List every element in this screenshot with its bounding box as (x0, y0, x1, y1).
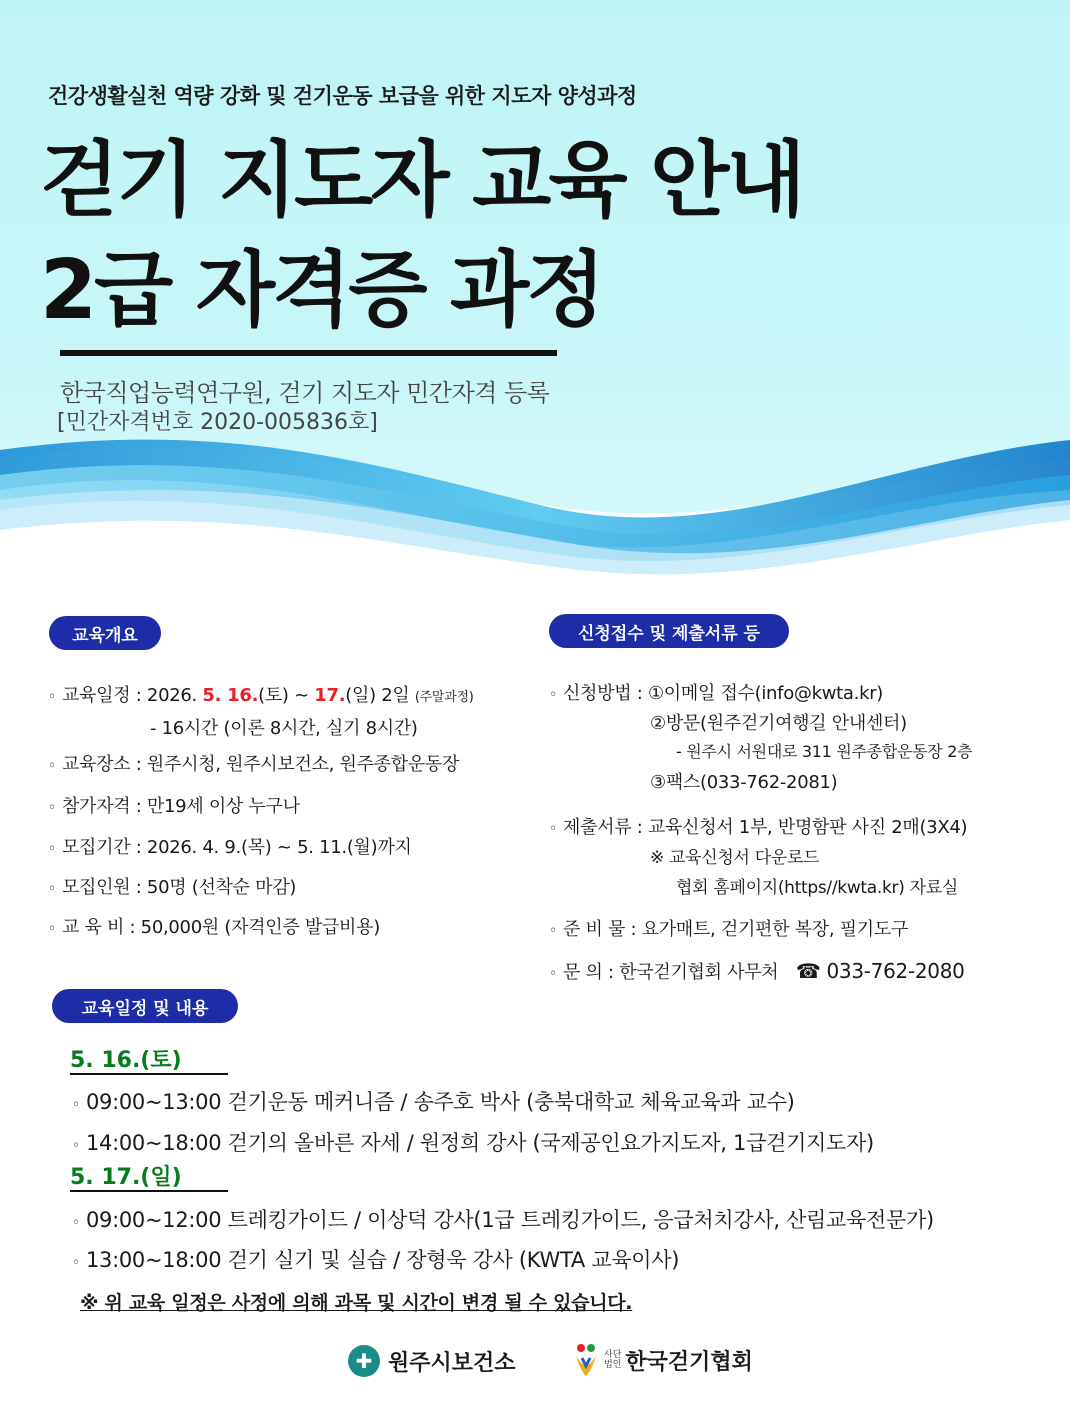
schedule-heading: 교육일정 및 내용 (52, 989, 238, 1023)
list-item: ◦ 14:00~18:00 걷기의 올바른 자세 / 원정희 강사 (국제공인요가지도자, 1급걷기지도자) (72, 1131, 874, 1155)
day2-underline (70, 1190, 228, 1192)
overview-heading: 교육개요 (49, 616, 161, 650)
day1-label: 5. 16.(토) (70, 1048, 182, 1073)
registration-text: 한국직업능력연구원, 걷기 지도자 민간자격 등록 (60, 379, 550, 407)
docs-item: ◦ 제출서류 : 교육신청서 1부, 반명함판 사진 2매(3X4) (549, 817, 968, 838)
bullet-icon: ◦ (72, 1215, 80, 1231)
wonju-health-center-logo: ✚ 원주시보건소 (348, 1345, 516, 1377)
schedule-change-note: ※ 위 교육 일정은 사정에 의해 과목 및 시간이 변경 될 수 있습니다. (80, 1292, 633, 1314)
method-fax: ③팩스(033-762-2081) (650, 772, 838, 793)
eligibility-item: ◦ 참가자격 : 만19세 이상 누구나 (48, 796, 300, 817)
bullet-icon: ◦ (48, 881, 56, 897)
schedule-hours: - 16시간 (이론 8시간, 실기 8시간) (150, 718, 418, 739)
fee-item: ◦ 교 육 비 : 50,000원 (자격인증 발급비용) (48, 917, 380, 938)
bullet-icon: ◦ (48, 758, 56, 774)
method-visit: ②방문(원주걷기여행길 안내센터) (650, 713, 907, 734)
bullet-icon: ◦ (549, 966, 557, 982)
page-title: 걷기 지도자 교육 안내 (40, 133, 803, 228)
schedule-item: ◦ 교육일정 : 2026. 5. 16.(토) ~ 17.(일) 2일 (주말과정) (48, 685, 474, 706)
list-item: ◦ 13:00~18:00 걷기 실기 및 실습 / 장형욱 강사 (KWTA 교육이사) (72, 1248, 680, 1272)
bullet-icon: ◦ (48, 921, 56, 937)
bullet-icon: ◦ (549, 923, 557, 939)
bullet-icon: ◦ (48, 689, 56, 705)
walking-figure-icon (572, 1342, 600, 1378)
course-subtitle: 건강생활실천 역량 강화 및 걷기운동 보급을 위한 지도자 양성과정 (48, 84, 637, 108)
wave-decoration (0, 420, 1070, 610)
day1-underline (70, 1073, 228, 1075)
inquiry-item: ◦ 문 의 : 한국걷기협회 사무처 ☎ 033-762-2080 (549, 959, 965, 983)
application-heading: 신청접수 및 제출서류 등 (549, 614, 789, 648)
period-item: ◦ 모집기간 : 2026. 4. 9.(목) ~ 5. 11.(월)까지 (48, 837, 412, 858)
method-visit-address: - 원주시 서원대로 311 원주종합운동장 2층 (676, 742, 973, 761)
title-underline (60, 350, 557, 356)
bullet-icon: ◦ (549, 687, 557, 703)
list-item: ◦ 09:00~12:00 트레킹가이드 / 이상덕 강사(1급 트레킹가이드, 응급처치강사, 산림교육전문가) (72, 1208, 934, 1232)
capacity-item: ◦ 모집인원 : 50명 (선착순 마감) (48, 877, 297, 898)
bullet-icon: ◦ (72, 1255, 80, 1271)
page-title-line2: 2급 자격증 과정 (40, 243, 603, 338)
bullet-icon: ◦ (48, 800, 56, 816)
korea-walking-association-logo: 사단 법인 한국걷기협회 (572, 1342, 753, 1378)
docs-homepage: 협회 홈페이지(https//kwta.kr) 자료실 (676, 878, 959, 898)
registration-number: [민간자격번호 2020-005836호] (57, 410, 378, 435)
phone-number: ☎ 033-762-2080 (795, 959, 965, 983)
bullet-icon: ◦ (48, 841, 56, 857)
health-cross-icon: ✚ (348, 1345, 380, 1377)
prep-item: ◦ 준 비 물 : 요가매트, 걷기편한 복장, 필기도구 (549, 919, 909, 940)
bullet-icon: ◦ (72, 1138, 80, 1154)
list-item: ◦ 09:00~13:00 걷기운동 메커니즘 / 송주호 박사 (충북대학교 체육교육과 교수) (72, 1090, 795, 1114)
day2-label: 5. 17.(일) (70, 1165, 182, 1190)
bullet-icon: ◦ (72, 1097, 80, 1113)
place-item: ◦ 교육장소 : 원주시청, 원주시보건소, 원주종합운동장 (48, 754, 460, 775)
docs-note: ※ 교육신청서 다운로드 (650, 848, 820, 868)
corporation-label: 사단 법인 (604, 1350, 622, 1370)
method-item: ◦ 신청방법 : ①이메일 접수(info@kwta.kr) (549, 683, 884, 704)
bullet-icon: ◦ (549, 821, 557, 837)
